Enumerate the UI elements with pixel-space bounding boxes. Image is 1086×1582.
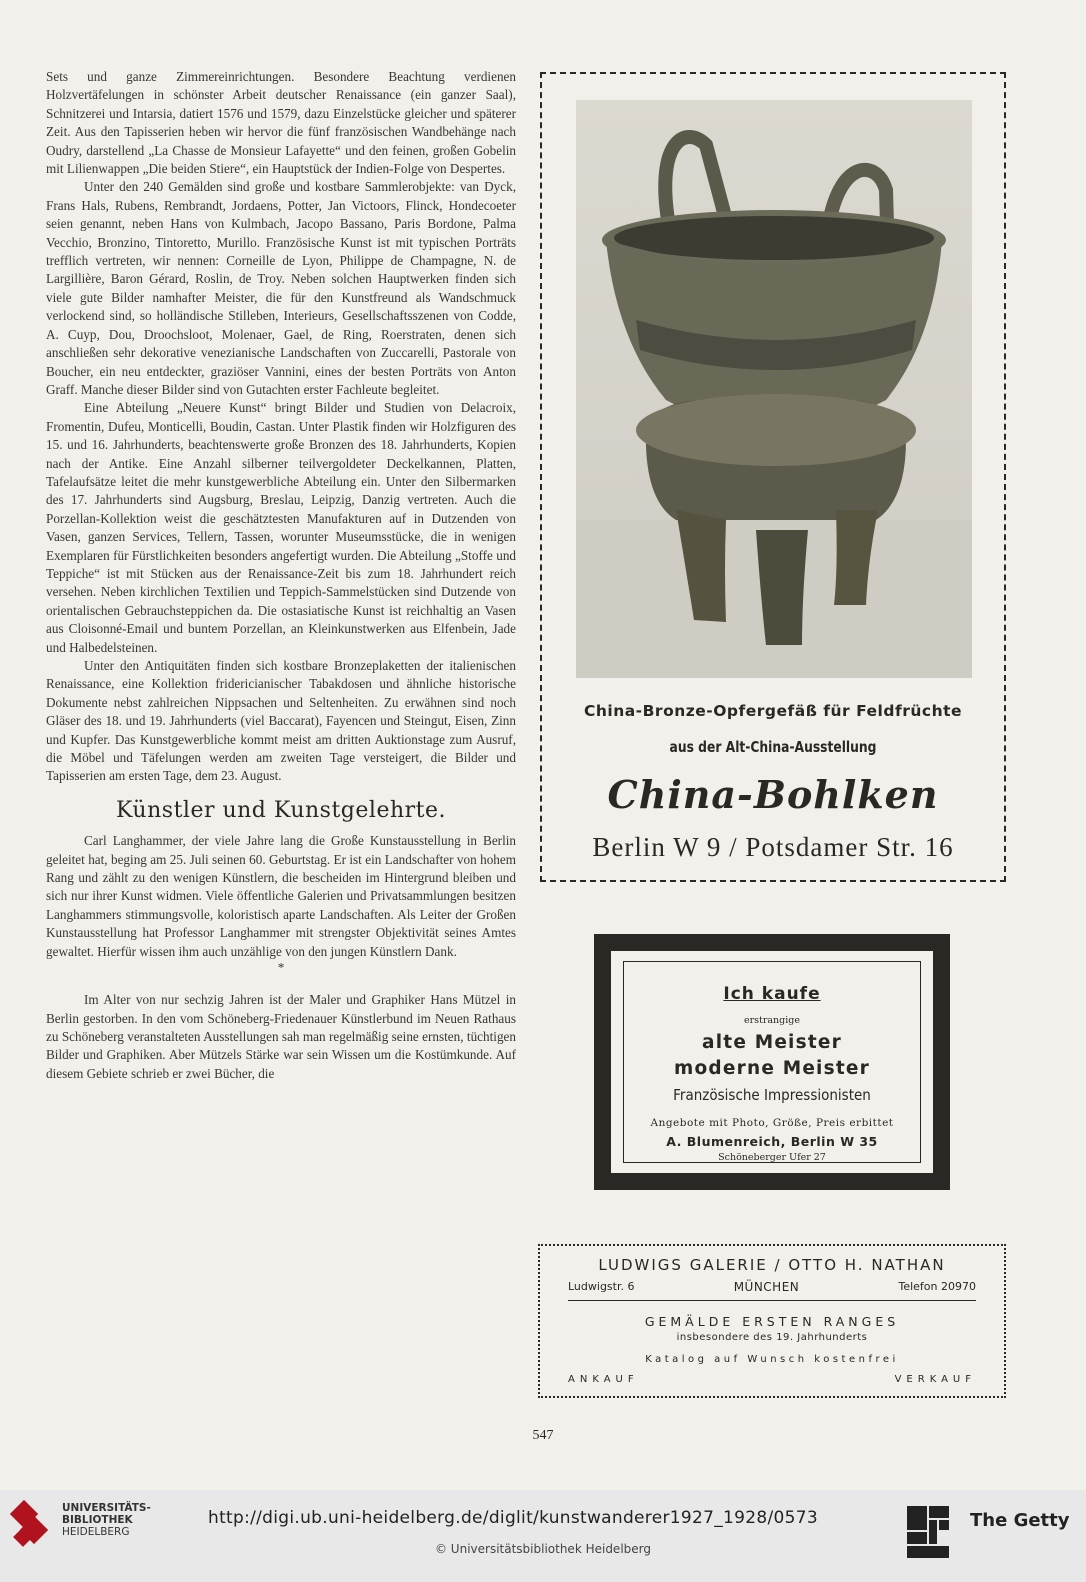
ad-phone: Telefon 20970: [898, 1280, 976, 1293]
library-name-line: HEIDELBERG: [62, 1526, 130, 1538]
paragraph: Sets und ganze Zimmereinrichtungen. Besondere Beachtung verdienen Holzvertäfelungen in schönster Arbeit deutscher Renaissance (ein ganzer Saal), Schnitzerei und Intarsia, datiert 1576 und 1579, dazu Einzelstücke gleicher und späterer Zeit. Aus den Tapisserien heben wir hervor die fünf französischen Wandbehänge nach Oudry, darstellend „La Chasse de Monsieur Lafayette“ und den feinen, großen Gobelin mit Lilienwappen „Die beiden Stiere“, ein Hauptstück der Indien-Folge von Despertes.: [46, 69, 516, 177]
ad-line: alte Meister: [702, 1032, 842, 1053]
ad-title: LUDWIGS GALERIE / OTTO H. NATHAN: [598, 1256, 946, 1274]
viewer-footer: [0, 1490, 1086, 1582]
ad-line: Katalog auf Wunsch kostenfrei: [645, 1354, 899, 1365]
ad-address: Berlin W 9 / Potsdamer Str. 16: [592, 832, 954, 862]
ad-offer-text: Angebote mit Photo, Größe, Preis erbittet: [650, 1117, 894, 1129]
bronze-vessel-image: [576, 100, 972, 678]
bronze-vessel-photo: [576, 100, 972, 678]
ad-ludwigs-galerie: [538, 1244, 1006, 1398]
ad-address: Ludwigstr. 6: [568, 1280, 635, 1293]
paragraph: Eine Abteilung „Neuere Kunst“ bringt Bilder und Studien von Delacroix, Fromentin, Dufeu, Monticelli, Boudin, Castan. Unter Plastik finden wir Holzfiguren des 15. und 16. Jahrhunderts, beachtenswerte große Bronzen des 18. Jahrhunderts, Kopien nach der Antike. Eine Anzahl silberner teilvergoldeter Deckelkannen, Platten, Tafelaufsätze leitet die mehr kunstgewerbliche Abteilung ein. Unter den Silbermarken des 17. Jahrhunderts sind Augsburg, Breslau, Leipzig, Danzig vertreten. Auch die Porzellan-Kollektion weist die geschätztesten Manufakturen auf in Dutzenden von Vasen, ganzen Services, Tellern, Tassen, worunter Museumsstücke, die in wenigen Exemplaren für Fürstlichkeiten besonders angefertigt wurden. Die Abteilung „Stoffe und Teppiche“ ist mit Stücken aus der Renaissance-Zeit bis zum 18. Jahrhundert reich versehen. Neben kirchlichen Textilien und Teppich-Sammelstücken sind Dutzende von orientalischen Gebrauchsteppichen da. Die ostasiatische Kunst ist reichhaltig an Vasen aus Cloisonné-Email und buntem Porzellan, an Kleinkunstwerken aus Elfenbein, Jade und Halbedelsteinen.: [46, 400, 516, 655]
divider: [568, 1300, 976, 1301]
ad-sell: VERKAUF: [894, 1374, 976, 1385]
section-heading: Künstler und Kunstgelehrte.: [115, 797, 447, 823]
paragraph: Carl Langhammer, der viele Jahre lang die Große Kunstausstellung in Berlin geleitet hat, beging am 25. Juli seinen 60. Geburtstag. Er ist ein Landschafter von hohem Rang und zählt zu den wenigen Künstlern, die bescheiden im Hintergrund bleiben und sich nur ihrer Kunst widmen. Viele öffentliche Galerien und Privatsammlungen besitzen Langhammers stimmungsvolle, koloristisch aparte Landschaften. Als Leiter der Großen Kunstausstellung hat Professor Langhammer mit strengster Objektivität seines Amtes gewaltet. Hierfür wissen ihm auch unzählige von den jungen Künstlern Dank.: [46, 833, 516, 959]
ad-line: moderne Meister: [674, 1058, 870, 1079]
ad-caption: China-Bronze-Opfergefäß für Feldfrüchte: [583, 702, 963, 720]
ad-line: Französische Impressionisten: [673, 1086, 871, 1104]
ad-inner-frame: [623, 961, 921, 1163]
library-name: [62, 1502, 151, 1538]
ad-buy-sell-row: [568, 1374, 976, 1385]
paragraph: Im Alter von nur sechzig Jahren ist der Maler und Graphiker Hans Mützel in Berlin gestorben. In den vom Schöneberg-Friedenauer Künstlerbund im Neuen Rathaus zu Schöneberg veranstalteten Ausstellungen sah man regelmäßig seine ernsten, tüchtigen Bilder und Graphiken. Aber Mützels Stärke war sein Wissen um die Kostümkunde. Auf diesem Gebiete schrieb er zwei Bücher, die: [46, 992, 516, 1081]
permalink-url[interactable]: http://digi.ub.uni-heidelberg.de/diglit/kunstwanderer1927_1928/0573: [208, 1508, 818, 1528]
paragraph: Unter den 240 Gemälden sind große und kostbare Sammlerobjekte: van Dyck, Frans Hals, Rubens, Rembrandt, Jordaens, Potter, Jan Victoors, Flinck, Hondecoeter seien genannt, neben Hans von Kulmbach, Jacopo Bassano, Paris Bordone, Palma Vecchio, Bronzino, Tintoretto, Murillo. Französische Kunst ist mit typischen Porträts trefflich vertreten, wir nennen: Corneille de Lyon, Philippe de Champagne, N. de Largillière, Baron Gérard, Roslin, de Troy. Neben solchen Hauptwerken finden sich viele gute Bilder namhafter Meister, die für den Kunstfreund als Wandschmuck verlockend sind, so holländische Stilleben, Interieurs, Gesellschaftsszenen von Codde, A. Cuyp, Dou, Droochsloot, Molenaer, Gael, de Ring, Roerstraten, denen sich anschließen sehr dekorative venezianische Landschaften von Zuccarelli, Pastorale von Boucher, ein neu entdeckter, graziöser Vannini, eines der besten Porträts von Anton Graff. Manche dieser Bilder sind von Gutachten erster Fachleute begleitet.: [46, 179, 516, 397]
ad-line: GEMÄLDE ERSTEN RANGES: [644, 1314, 900, 1329]
library-name-line: UNIVERSITÄTS-: [62, 1502, 151, 1514]
ad-headline: Ich kaufe: [723, 984, 821, 1004]
ad-line: insbesondere des 19. Jahrhunderts: [676, 1332, 868, 1343]
paragraph: Unter den Antiquitäten finden sich kostbare Bronzeplaketten der italienischen Renaissance, eine Kollektion fridericianischer Tabakdosen und ähnliche historische Dokumente nebst zahlreichen Nippsachen und Seltenheiten. Zu erwähnen sind noch Gläser des 18. und 19. Jahrhunderts (viel Baccarat), Fayencen und Steingut, Eisen, Zinn und Kupfer. Das Kunstgewerbliche kommt meist am dritten Auktionstage zum Ausruf, die Möbel und Täfelungen werden am zweiten Tage versteigert, die Bilder und Tapisserien am ersten Tage, dem 23. August.: [46, 658, 516, 784]
ad-china-bohlken: [540, 72, 1006, 882]
ad-address-row: [568, 1280, 976, 1294]
getty-logo-icon[interactable]: [905, 1504, 951, 1560]
ad-subline: aus der Alt-China-Ausstellung: [669, 738, 877, 756]
ad-city: MÜNCHEN: [733, 1280, 800, 1294]
getty-name: The Getty: [970, 1510, 1070, 1531]
ad-buy: ANKAUF: [568, 1374, 639, 1385]
copyright-notice: © Universitätsbibliothek Heidelberg: [434, 1542, 651, 1556]
ad-dealer-name: A. Blumenreich, Berlin W 35: [666, 1134, 878, 1149]
page-number: 547: [532, 1428, 554, 1443]
ad-brand: China-Bohlken: [607, 772, 939, 817]
text-column: [46, 68, 516, 1083]
library-name-line: BIBLIOTHEK: [62, 1514, 133, 1526]
separator-star: *: [277, 960, 285, 976]
ad-street: Schöneberger Ufer 27: [718, 1152, 826, 1163]
ad-blumenreich: [594, 934, 950, 1190]
ad-small-text: erstrangige: [743, 1015, 800, 1026]
